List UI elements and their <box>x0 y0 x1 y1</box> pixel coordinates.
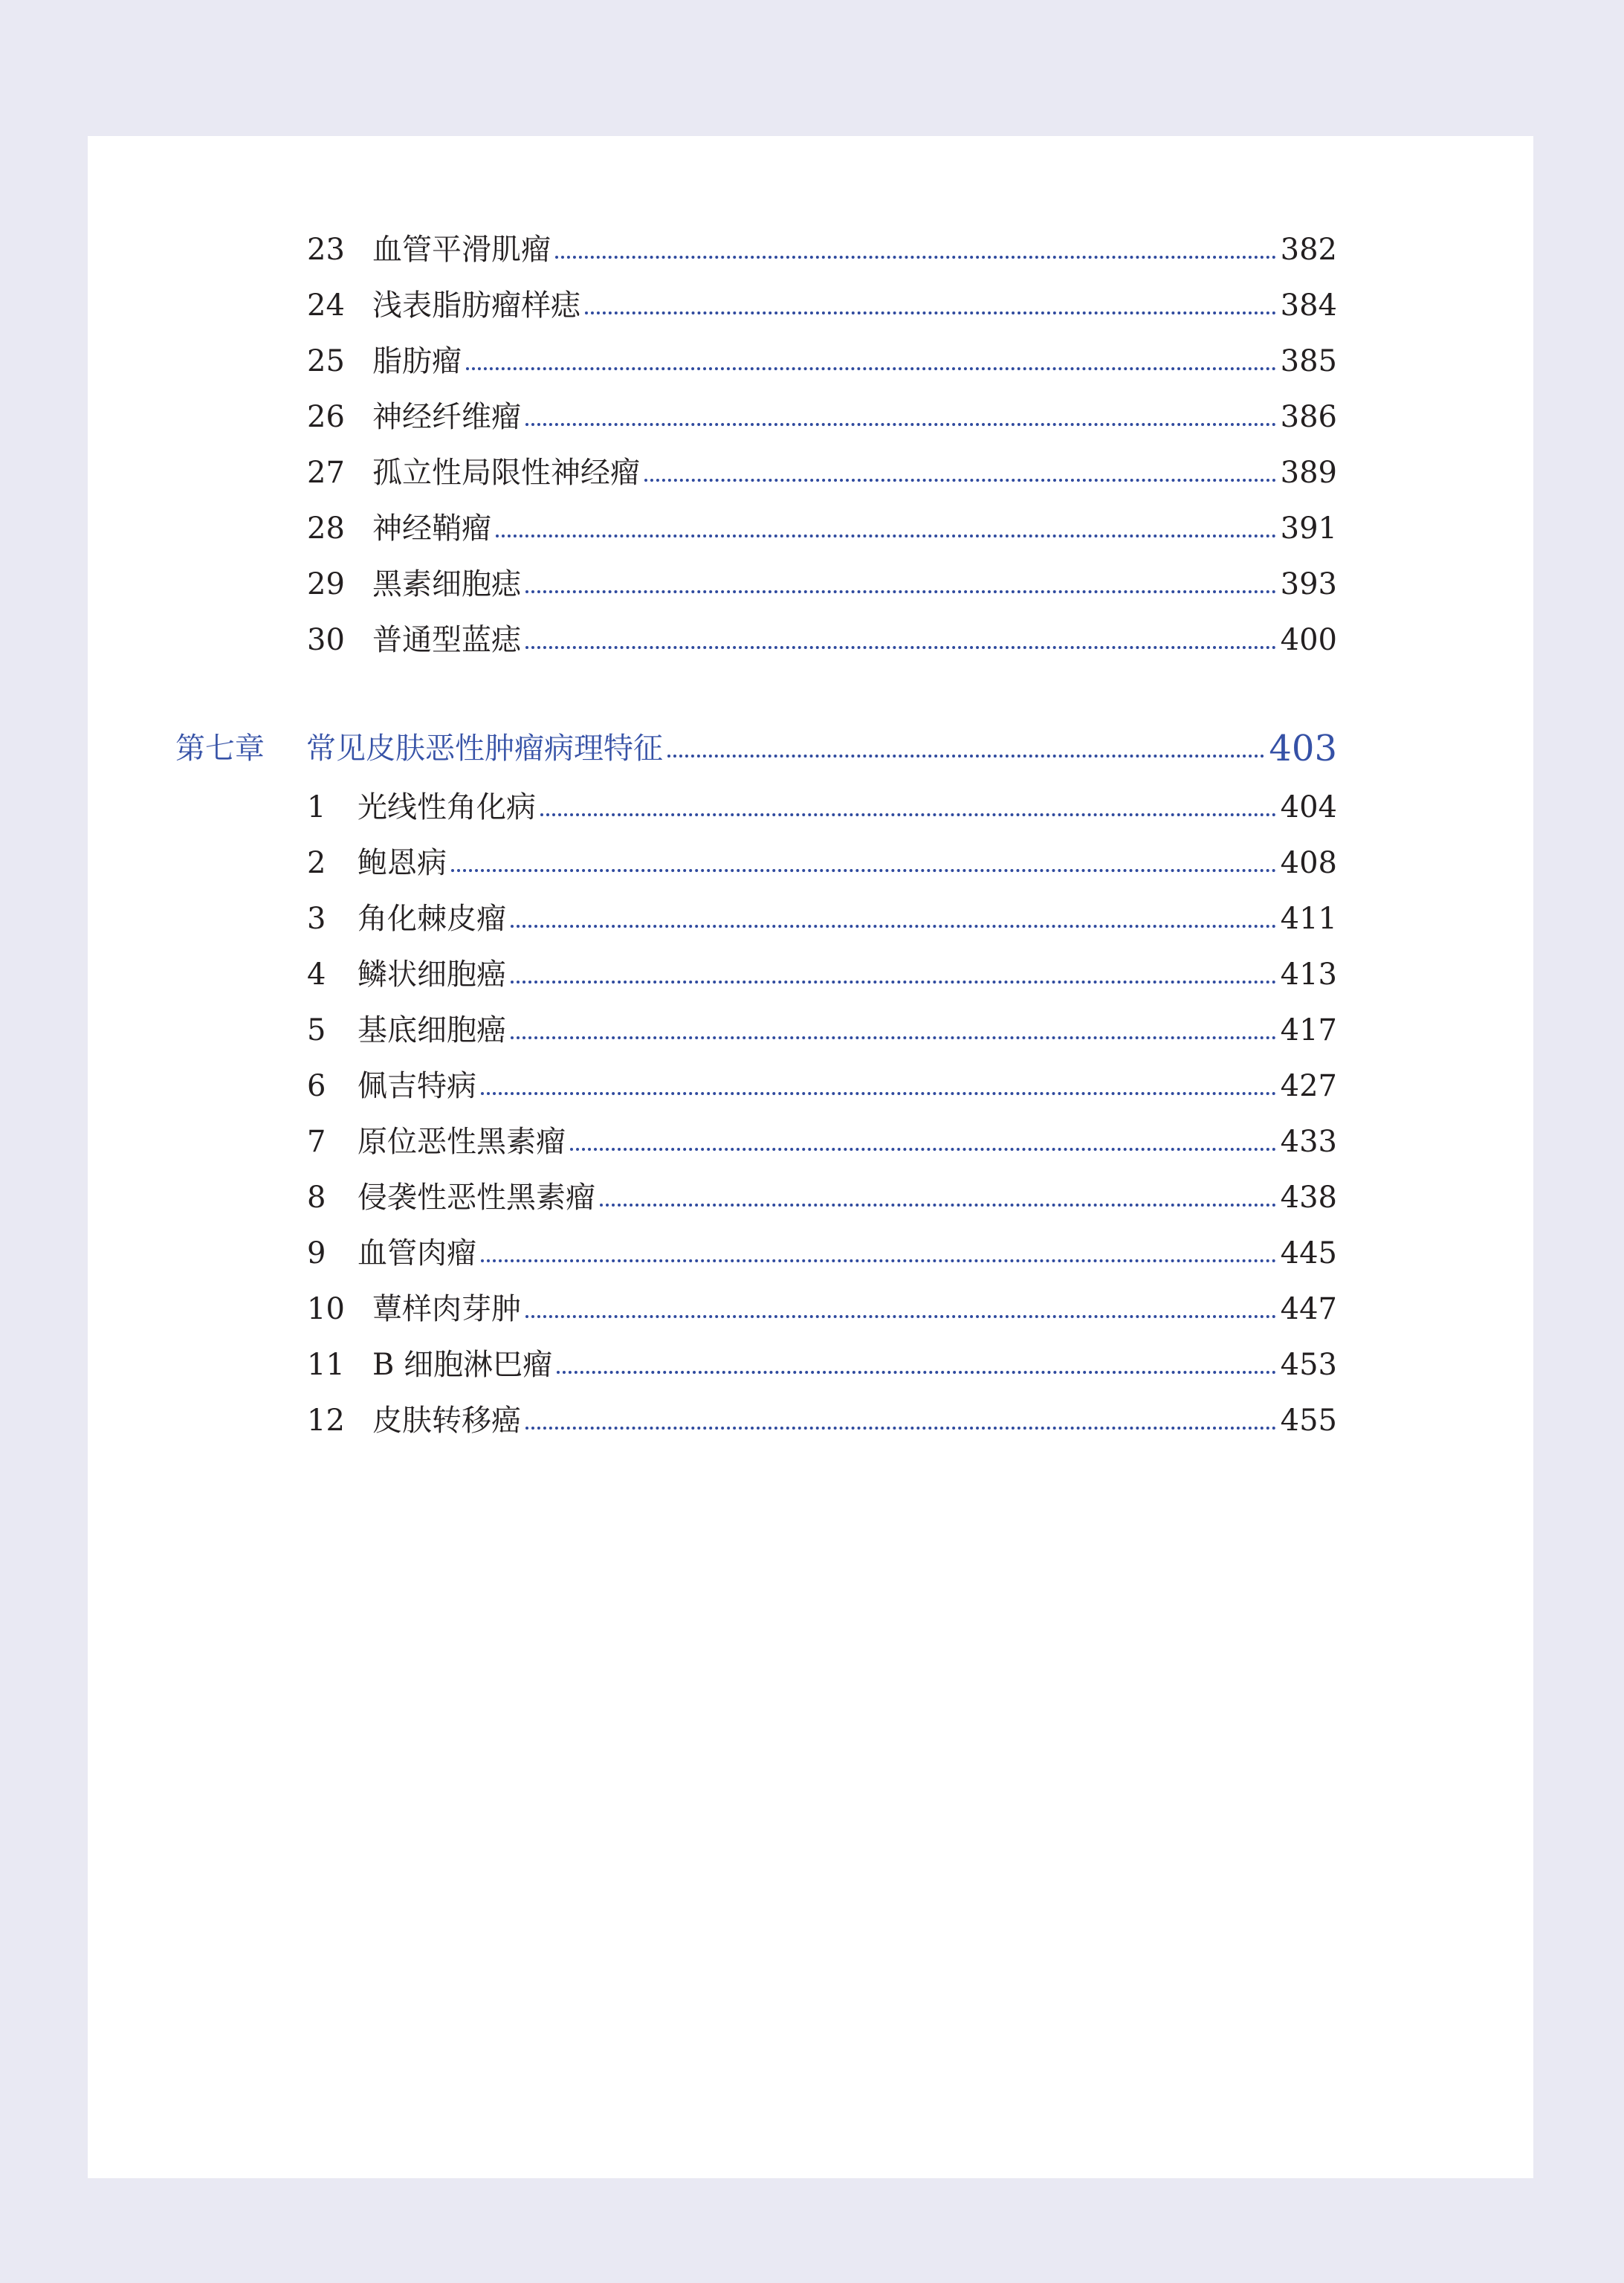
entry-number: 6 <box>307 1069 326 1103</box>
document-page <box>88 136 1533 2178</box>
toc-entry[interactable] <box>307 1004 1337 1048</box>
entry-title: 鲍恩病 <box>358 846 447 880</box>
entry-page-number: 455 <box>1280 1404 1337 1438</box>
entry-title: 基底细胞癌 <box>358 1013 506 1047</box>
entry-number: 26 <box>307 400 345 434</box>
entry-page-number: 413 <box>1280 958 1337 992</box>
toc-entry[interactable] <box>307 781 1337 825</box>
chapter-page-number: 403 <box>1269 728 1337 769</box>
dot-leader <box>451 869 1276 872</box>
entry-number: 8 <box>307 1181 326 1215</box>
dot-leader <box>540 813 1276 816</box>
entry-title: 神经纤维瘤 <box>372 400 521 434</box>
entry-page-number: 389 <box>1280 456 1337 490</box>
dot-leader <box>667 755 1264 758</box>
entry-title: 佩吉特病 <box>358 1069 476 1103</box>
entry-title: 孤立性局限性神经瘤 <box>372 456 640 490</box>
toc-entry[interactable] <box>307 1227 1337 1271</box>
dot-leader <box>511 1036 1276 1039</box>
entry-page-number: 408 <box>1280 846 1337 880</box>
entry-number: 9 <box>307 1236 326 1270</box>
entry-number: 12 <box>307 1404 345 1438</box>
entry-page-number: 393 <box>1280 567 1337 601</box>
entry-number: 3 <box>307 902 326 936</box>
entry-number: 27 <box>307 456 345 490</box>
entry-page-number: 400 <box>1280 623 1337 657</box>
dot-leader <box>496 535 1276 537</box>
toc-entry[interactable] <box>307 613 1337 658</box>
entry-title: B 细胞淋巴瘤 <box>372 1348 553 1382</box>
dot-leader <box>525 646 1276 649</box>
entry-page-number: 417 <box>1280 1013 1337 1047</box>
entry-page-number: 384 <box>1280 288 1337 323</box>
toc-entry[interactable] <box>307 279 1337 323</box>
entry-number: 1 <box>307 790 326 824</box>
entry-page-number: 438 <box>1280 1181 1337 1215</box>
dot-leader <box>525 1427 1276 1430</box>
entry-number: 30 <box>307 623 345 657</box>
entry-title: 黑素细胞痣 <box>372 567 521 601</box>
entry-number: 28 <box>307 511 345 546</box>
toc-entry[interactable] <box>307 223 1337 268</box>
chapter-heading[interactable] <box>175 722 1337 769</box>
entry-page-number: 382 <box>1280 233 1337 267</box>
entry-number: 5 <box>307 1013 326 1047</box>
dot-leader <box>600 1204 1276 1207</box>
entry-number: 7 <box>307 1125 326 1159</box>
entry-page-number: 386 <box>1280 400 1337 434</box>
entry-title: 蕈样肉芽肿 <box>372 1292 521 1326</box>
dot-leader <box>525 590 1276 593</box>
toc-entry[interactable] <box>307 948 1337 992</box>
dot-leader <box>570 1148 1276 1151</box>
entry-title: 侵袭性恶性黑素瘤 <box>358 1181 595 1215</box>
chapter-label: 第七章 <box>175 732 265 766</box>
entry-title: 浅表脂肪瘤样痣 <box>372 288 580 323</box>
chapter-title: 常见皮肤恶性肿瘤病理特征 <box>306 732 663 766</box>
dot-leader <box>511 925 1276 928</box>
toc-entry[interactable] <box>307 1394 1337 1438</box>
entry-page-number: 391 <box>1280 511 1337 546</box>
entry-title: 皮肤转移癌 <box>372 1404 521 1438</box>
entry-number: 29 <box>307 567 345 601</box>
toc-entry[interactable] <box>307 446 1337 491</box>
dot-leader <box>525 1315 1276 1318</box>
dot-leader <box>511 981 1276 984</box>
toc-entry[interactable] <box>307 1282 1337 1327</box>
entry-page-number: 385 <box>1280 344 1337 378</box>
entry-page-number: 427 <box>1280 1069 1337 1103</box>
toc-entry[interactable] <box>307 335 1337 379</box>
toc-entry[interactable] <box>307 1171 1337 1215</box>
toc-entry[interactable] <box>307 1115 1337 1160</box>
entry-number: 4 <box>307 958 326 992</box>
toc-entry[interactable] <box>307 1338 1337 1383</box>
dot-leader <box>644 479 1276 482</box>
entry-title: 血管平滑肌瘤 <box>372 233 551 267</box>
dot-leader <box>525 423 1276 426</box>
toc-entry[interactable] <box>307 558 1337 602</box>
toc-entry[interactable] <box>307 502 1337 546</box>
dot-leader <box>481 1092 1276 1095</box>
entry-page-number: 433 <box>1280 1125 1337 1159</box>
toc-entry[interactable] <box>307 892 1337 937</box>
entry-number: 10 <box>307 1292 345 1326</box>
entry-number: 23 <box>307 233 345 267</box>
entry-page-number: 453 <box>1280 1348 1337 1382</box>
entry-title: 光线性角化病 <box>358 790 536 824</box>
dot-leader <box>466 367 1276 370</box>
dot-leader <box>555 256 1276 259</box>
entry-title: 普通型蓝痣 <box>372 623 521 657</box>
entry-title: 神经鞘瘤 <box>372 511 491 546</box>
entry-title: 角化棘皮瘤 <box>358 902 506 936</box>
entry-title: 脂肪瘤 <box>372 344 462 378</box>
toc-entry[interactable] <box>307 1059 1337 1104</box>
entry-page-number: 445 <box>1280 1236 1337 1270</box>
entry-page-number: 404 <box>1280 790 1337 824</box>
toc-entry[interactable] <box>307 836 1337 881</box>
dot-leader <box>585 311 1276 314</box>
dot-leader <box>481 1259 1276 1262</box>
entry-title: 鳞状细胞癌 <box>358 958 506 992</box>
dot-leader <box>557 1371 1276 1374</box>
entry-page-number: 411 <box>1280 902 1337 936</box>
entry-number: 2 <box>307 846 326 880</box>
entry-title: 血管肉瘤 <box>358 1236 476 1270</box>
entry-title: 原位恶性黑素瘤 <box>358 1125 566 1159</box>
entry-number: 25 <box>307 344 345 378</box>
toc-entry[interactable] <box>307 390 1337 435</box>
entry-number: 11 <box>307 1348 345 1382</box>
entry-page-number: 447 <box>1280 1292 1337 1326</box>
entry-number: 24 <box>307 288 345 323</box>
